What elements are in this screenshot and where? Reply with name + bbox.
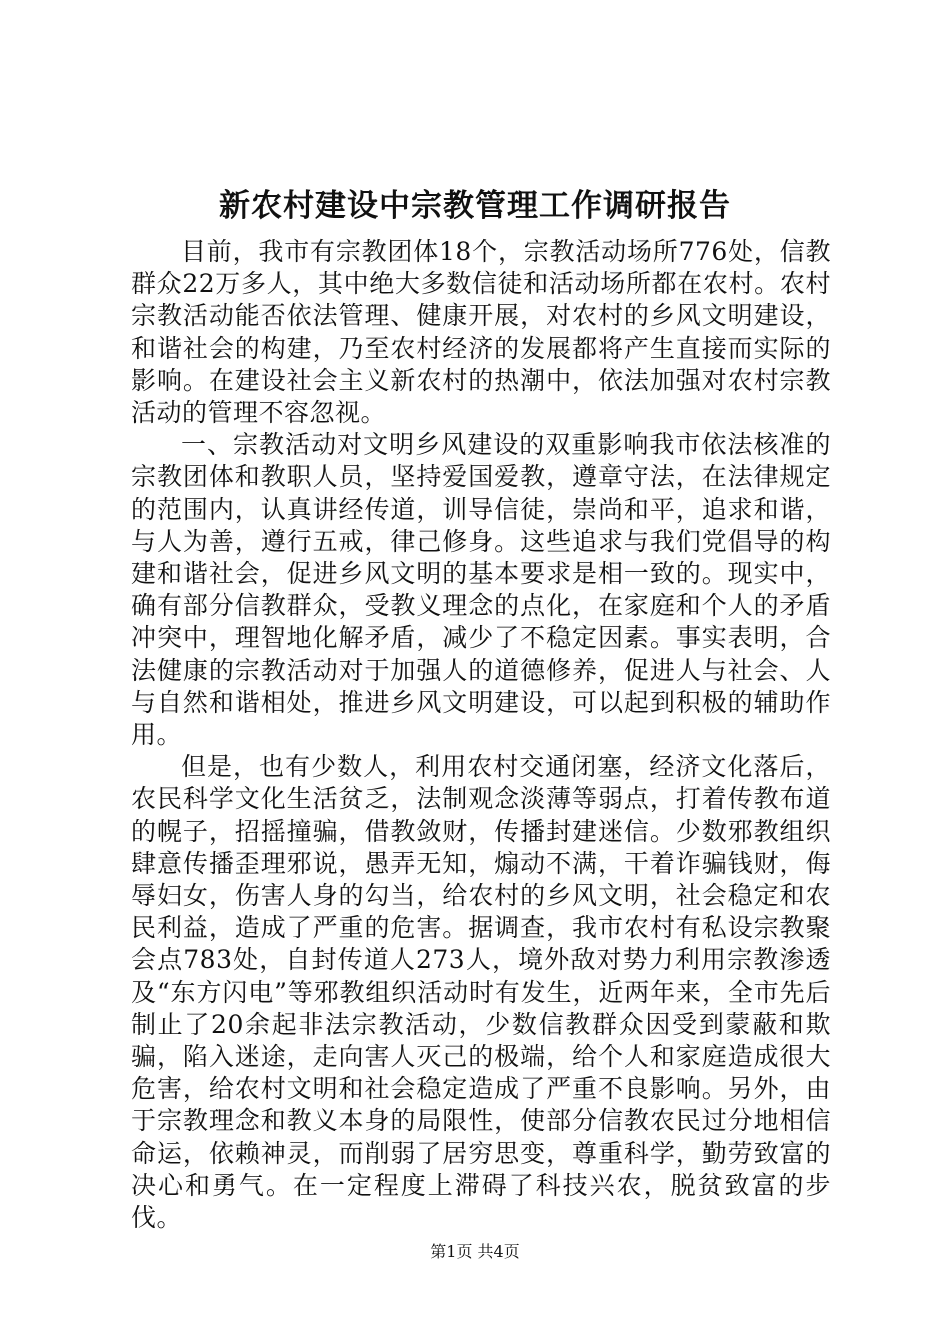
page-title: 新农村建设中宗教管理工作调研报告 (219, 188, 731, 224)
paragraph-intro: 目前，我市有宗教团体18个，宗教活动场所776处，信教群众22万多人，其中绝大多数信徒和活动场所都在农村。农村宗教活动能否依法管理、健康开展，对农村的乡风文明建设，和谐社会的构建，乃至农村经济的发展都将产生直接而实际的影响。在建设社会主义新农村的热潮中，依法加强对农村宗教活动的管理不容忽视。 (131, 237, 831, 428)
document-body (131, 236, 831, 1234)
paragraph-section-one: 一、宗教活动对文明乡风建设的双重影响我市依法核准的宗教团体和教职人员，坚持爱国爱教，遵章守法，在法律规定的范围内，认真讲经传道，训导信徒，崇尚和平，追求和谐，与人为善，遵行五戒，律己修身。这些追求与我们党倡导的构建和谐社会，促进乡风文明的基本要求是相一致的。现实中，确有部分信教群众，受教义理念的点化，在家庭和个人的矛盾冲突中，理智地化解矛盾，减少了不稳定因素。事实表明，合法健康的宗教活动对于加强人的道德修养，促进人与社会、人与自然和谐相处，推进乡风文明建设，可以起到积极的辅助作用。 (131, 430, 831, 750)
page-footer: 第1页 共4页 (430, 1242, 520, 1261)
paragraph-negative-impact: 但是，也有少数人，利用农村交通闭塞，经济文化落后，农民科学文化生活贫乏，法制观念淡薄等弱点，打着传教布道的幌子，招摇撞骗，借教敛财，传播封建迷信。少数邪教组织肆意传播歪理邪说，愚弄无知，煽动不满，干着诈骗钱财，侮辱妇女，伤害人身的勾当，给农村的乡风文明，社会稳定和农民利益，造成了严重的危害。据调查，我市农村有私设宗教聚会点783处，自封传道人273人，境外敌对势力利用宗教渗透及“东方闪电”等邪教组织活动时有发生，近两年来，全市先后制止了20余起非法宗教活动，少数信教群众因受到蒙蔽和欺骗，陷入迷途，走向害人灭己的极端，给个人和家庭造成很大危害，给农村文明和社会稳定造成了严重不良影响。另外，由于宗教理念和教义本身的局限性，使部分信教农民过分地相信命运，依赖神灵，而削弱了居穷思变，尊重科学，勤劳致富的决心和勇气。在一定程度上滞碍了科技兴农，脱贫致富的步伐。 (131, 752, 831, 1233)
